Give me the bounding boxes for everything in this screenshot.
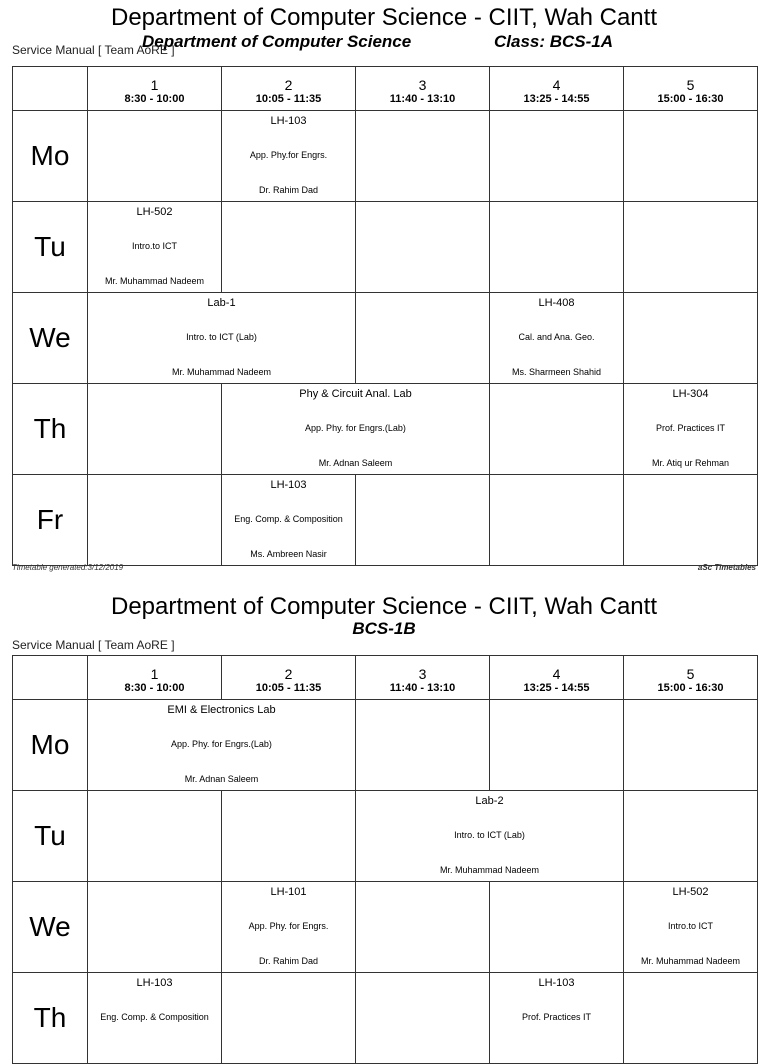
empty-cell bbox=[624, 293, 758, 384]
subject-label: Eng. Comp. & Composition bbox=[234, 514, 343, 524]
empty-cell bbox=[624, 202, 758, 293]
period-time: 8:30 - 10:00 bbox=[124, 682, 185, 694]
day-row bbox=[13, 384, 758, 475]
empty-cell bbox=[624, 475, 758, 566]
period-number: 3 bbox=[418, 77, 427, 93]
sheet-title: Department of Computer Science - CIIT, Wah Cantt bbox=[111, 593, 657, 620]
subject-label: Intro. to ICT (Lab) bbox=[186, 332, 257, 342]
day-row bbox=[13, 973, 758, 1064]
period-time: 11:40 - 13:10 bbox=[389, 93, 456, 105]
class-cell bbox=[88, 973, 222, 1064]
empty-cell bbox=[356, 700, 490, 791]
period-header bbox=[222, 656, 356, 700]
footer-brand: aSc Timetables bbox=[697, 563, 756, 572]
day-label: Th bbox=[13, 973, 88, 1064]
room-label: Lab-1 bbox=[207, 297, 236, 309]
day-row bbox=[13, 791, 758, 882]
room-label: Phy & Circuit Anal. Lab bbox=[299, 388, 412, 400]
period-time: 13:25 - 14:55 bbox=[523, 93, 590, 105]
room-label: LH-103 bbox=[136, 977, 173, 989]
empty-cell bbox=[222, 202, 356, 293]
period-number: 1 bbox=[150, 77, 159, 93]
teacher-label: Dr. Rahim Dad bbox=[258, 956, 319, 966]
service-manual-label: Service Manual [ Team AoRE ] bbox=[12, 43, 175, 57]
room-label: EMI & Electronics Lab bbox=[167, 704, 276, 716]
teacher-label: Mr. Adnan Saleem bbox=[318, 458, 393, 468]
empty-cell bbox=[356, 202, 490, 293]
day-label: We bbox=[13, 293, 88, 384]
empty-cell bbox=[624, 791, 758, 882]
corner-cell bbox=[13, 656, 88, 700]
class-cell bbox=[356, 791, 624, 882]
corner-cell bbox=[13, 67, 88, 111]
empty-cell bbox=[624, 700, 758, 791]
day-label: Th bbox=[13, 384, 88, 475]
period-number: 4 bbox=[552, 666, 561, 682]
teacher-label: Mr. Muhammad Nadeem bbox=[640, 956, 741, 966]
teacher-label: Mr. Muhammad Nadeem bbox=[104, 276, 205, 286]
room-label: LH-103 bbox=[538, 977, 575, 989]
class-cell bbox=[624, 384, 758, 475]
class-label: BCS-1B bbox=[352, 619, 416, 638]
day-row bbox=[13, 293, 758, 384]
period-number: 2 bbox=[284, 666, 293, 682]
room-label: LH-103 bbox=[270, 115, 307, 127]
empty-cell bbox=[222, 791, 356, 882]
period-header bbox=[490, 67, 624, 111]
subject-label: Intro. to ICT (Lab) bbox=[454, 830, 525, 840]
room-label: LH-502 bbox=[672, 886, 709, 898]
period-header bbox=[222, 67, 356, 111]
day-label: We bbox=[13, 882, 88, 973]
department-subtitle: Department of Computer Science bbox=[142, 32, 412, 51]
empty-cell bbox=[490, 882, 624, 973]
footer-generated: Timetable generated:3/12/2019 bbox=[12, 563, 124, 572]
class-cell bbox=[222, 475, 356, 566]
subject-label: Eng. Comp. & Composition bbox=[100, 1012, 209, 1022]
period-header bbox=[490, 656, 624, 700]
teacher-label: Ms. Ambreen Nasir bbox=[250, 549, 327, 559]
empty-cell bbox=[624, 111, 758, 202]
period-number: 1 bbox=[150, 666, 159, 682]
day-row bbox=[13, 475, 758, 566]
class-cell bbox=[222, 384, 490, 475]
day-label: Mo bbox=[13, 700, 88, 791]
subject-label: App. Phy. for Engrs.(Lab) bbox=[171, 739, 272, 749]
day-row bbox=[13, 882, 758, 973]
period-header bbox=[624, 656, 758, 700]
empty-cell bbox=[356, 111, 490, 202]
period-time: 13:25 - 14:55 bbox=[523, 682, 590, 694]
period-header bbox=[88, 656, 222, 700]
empty-cell bbox=[356, 973, 490, 1064]
subject-label: Prof. Practices IT bbox=[521, 1012, 592, 1022]
period-header bbox=[624, 67, 758, 111]
empty-cell bbox=[490, 202, 624, 293]
period-time: 15:00 - 16:30 bbox=[657, 93, 724, 105]
subject-label: App. Phy. for Engrs.(Lab) bbox=[305, 423, 406, 433]
class-cell bbox=[88, 700, 356, 791]
day-label: Tu bbox=[13, 791, 88, 882]
empty-cell bbox=[356, 882, 490, 973]
service-manual-label: Service Manual [ Team AoRE ] bbox=[12, 638, 175, 652]
day-label: Fr bbox=[13, 475, 88, 566]
room-label: LH-408 bbox=[538, 297, 575, 309]
room-label: LH-502 bbox=[136, 206, 173, 218]
teacher-label: Mr. Muhammad Nadeem bbox=[439, 865, 540, 875]
room-label: LH-304 bbox=[672, 388, 709, 400]
subject-label: Intro.to ICT bbox=[131, 241, 177, 251]
subject-label: App. Phy.for Engrs. bbox=[249, 150, 328, 160]
day-label: Tu bbox=[13, 202, 88, 293]
teacher-label: Mr. Adnan Saleem bbox=[184, 774, 259, 784]
period-number: 5 bbox=[686, 666, 695, 682]
timetable-grid bbox=[12, 655, 758, 1064]
day-label: Mo bbox=[13, 111, 88, 202]
empty-cell bbox=[88, 384, 222, 475]
teacher-label: Ms. Sharmeen Shahid bbox=[511, 367, 602, 377]
class-cell bbox=[88, 202, 222, 293]
subject-label: Prof. Practices IT bbox=[655, 423, 726, 433]
class-cell bbox=[624, 882, 758, 973]
empty-cell bbox=[88, 111, 222, 202]
period-time: 10:05 - 11:35 bbox=[255, 93, 322, 105]
room-label: LH-101 bbox=[270, 886, 307, 898]
period-number: 2 bbox=[284, 77, 293, 93]
room-label: LH-103 bbox=[270, 479, 307, 491]
empty-cell bbox=[88, 791, 222, 882]
subject-label: App. Phy. for Engrs. bbox=[248, 921, 329, 931]
empty-cell bbox=[356, 293, 490, 384]
subject-label: Intro.to ICT bbox=[667, 921, 713, 931]
empty-cell bbox=[490, 384, 624, 475]
period-header bbox=[88, 67, 222, 111]
class-cell bbox=[490, 973, 624, 1064]
empty-cell bbox=[490, 475, 624, 566]
empty-cell bbox=[624, 973, 758, 1064]
teacher-label: Dr. Rahim Dad bbox=[258, 185, 319, 195]
day-row bbox=[13, 700, 758, 791]
class-cell bbox=[88, 293, 356, 384]
room-label: Lab-2 bbox=[475, 795, 504, 807]
empty-cell bbox=[88, 475, 222, 566]
period-time: 15:00 - 16:30 bbox=[657, 682, 724, 694]
teacher-label: Mr. Atiq ur Rehman bbox=[651, 458, 730, 468]
empty-cell bbox=[88, 882, 222, 973]
empty-cell bbox=[222, 973, 356, 1064]
teacher-label: Mr. Muhammad Nadeem bbox=[171, 367, 272, 377]
period-time: 8:30 - 10:00 bbox=[124, 93, 185, 105]
class-label: Class: BCS-1A bbox=[494, 32, 614, 51]
class-cell bbox=[222, 111, 356, 202]
period-header bbox=[356, 656, 490, 700]
day-row bbox=[13, 111, 758, 202]
empty-cell bbox=[490, 700, 624, 791]
empty-cell bbox=[356, 475, 490, 566]
timetable-grid bbox=[12, 66, 758, 566]
period-number: 5 bbox=[686, 77, 695, 93]
period-header bbox=[356, 67, 490, 111]
header-row bbox=[13, 656, 758, 700]
day-row bbox=[13, 202, 758, 293]
class-cell bbox=[490, 293, 624, 384]
period-number: 3 bbox=[418, 666, 427, 682]
period-time: 11:40 - 13:10 bbox=[389, 682, 456, 694]
class-cell bbox=[222, 882, 356, 973]
sheet-title: Department of Computer Science - CIIT, Wah Cantt bbox=[111, 4, 657, 31]
period-number: 4 bbox=[552, 77, 561, 93]
subject-label: Cal. and Ana. Geo. bbox=[518, 332, 595, 342]
period-time: 10:05 - 11:35 bbox=[255, 682, 322, 694]
header-row bbox=[13, 67, 758, 111]
empty-cell bbox=[490, 111, 624, 202]
